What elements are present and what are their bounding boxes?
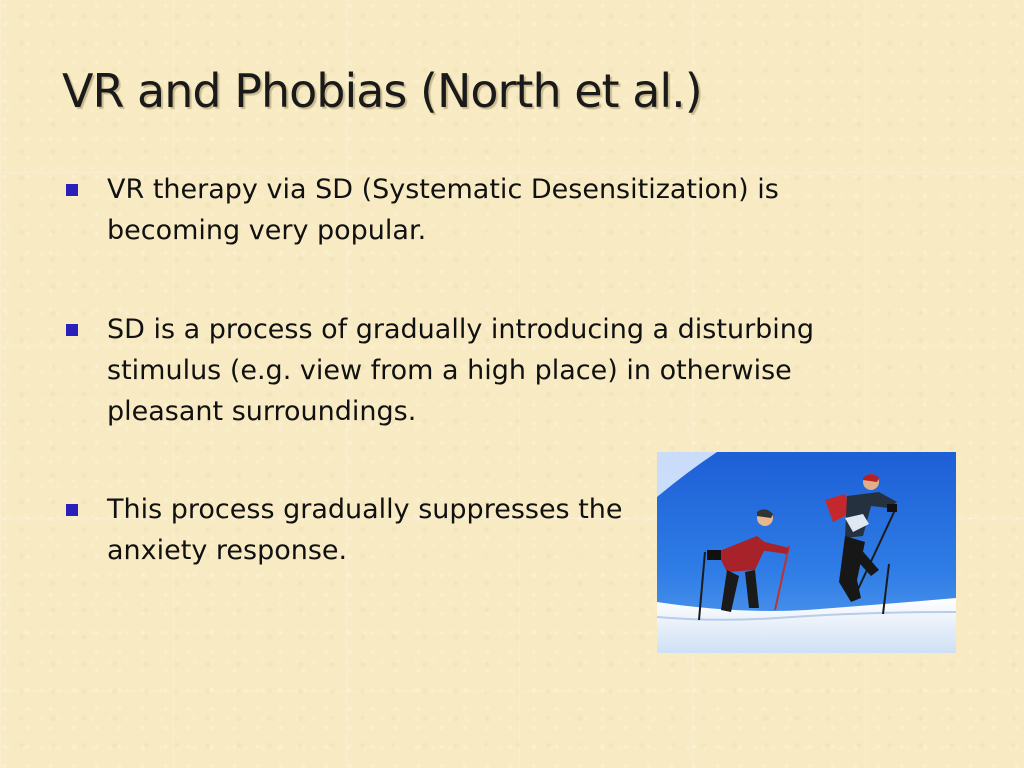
- slide-title: VR and Phobias (North et al.): [62, 64, 702, 118]
- bullet-text: This process gradually suppresses the anxiety response.: [107, 494, 623, 566]
- skiers-photo: [657, 452, 956, 653]
- bullet-text: VR therapy via SD (Systematic Desensitization) is becoming very popular.: [107, 174, 779, 246]
- square-bullet-icon: [66, 504, 78, 516]
- square-bullet-icon: [66, 324, 78, 336]
- square-bullet-icon: [66, 184, 78, 196]
- bullet-text: SD is a process of gradually introducing a disturbing stimulus (e.g. view from a high place) in otherwise pleasant surroundings.: [107, 314, 815, 427]
